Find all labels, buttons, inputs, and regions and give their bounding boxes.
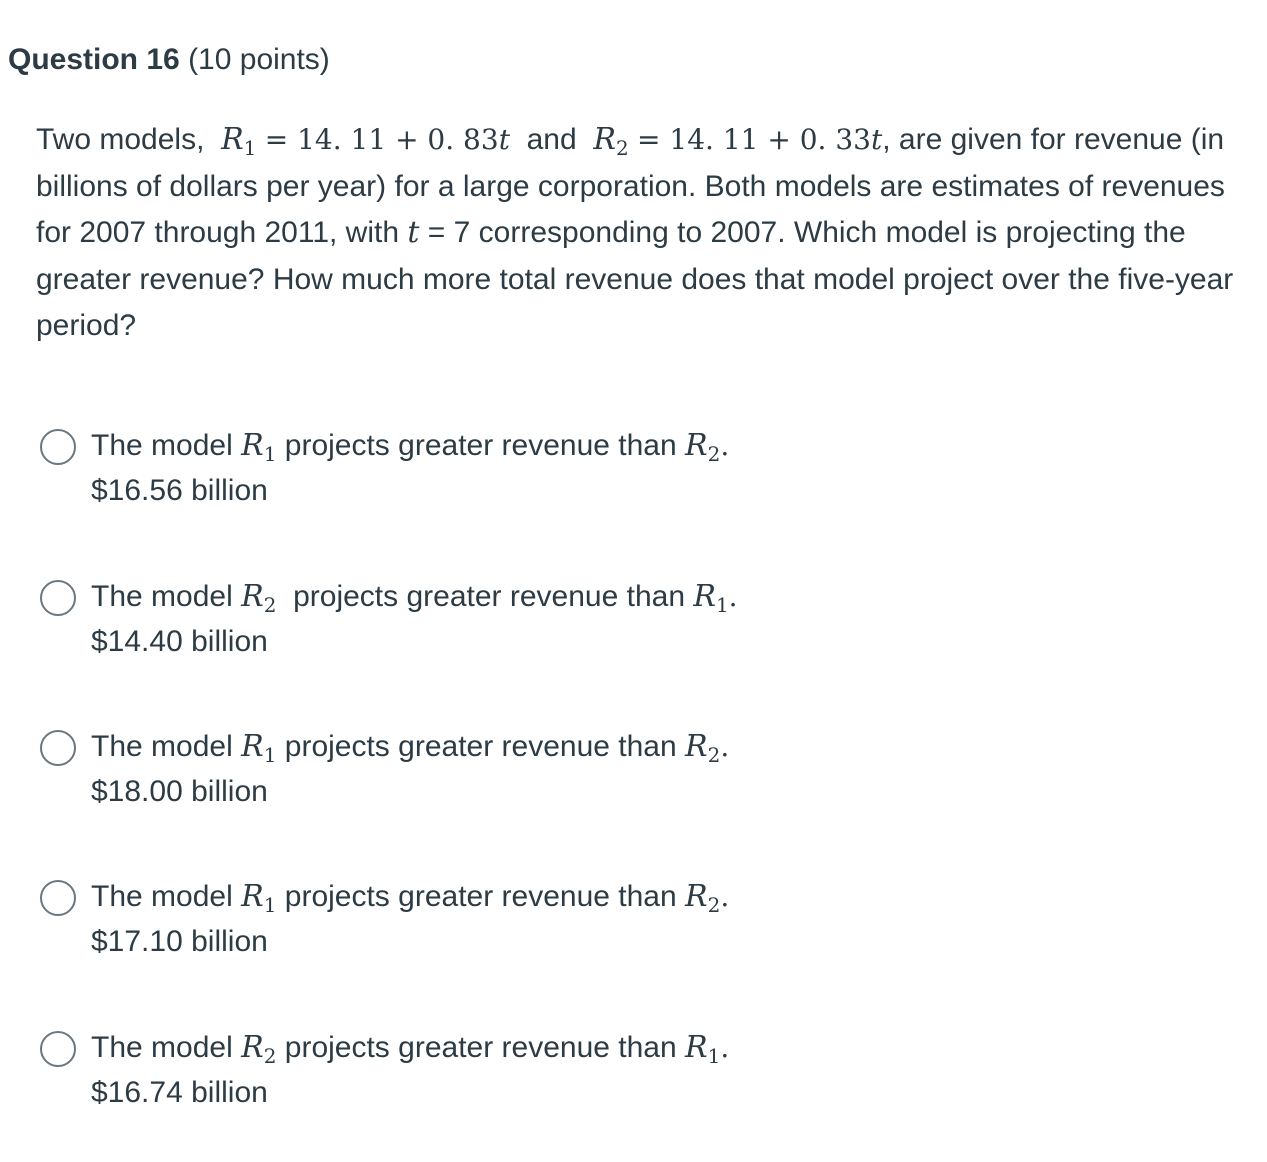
answer-option-4[interactable] [40, 880, 1040, 976]
model-r2-equation: = 14. 11 + 0. 33t [637, 123, 883, 156]
question-ending: = 7 corresponding to 2007. Which model is projecting the greater revenue? How much more total revenue does that model project over the five-year period? [36, 216, 1234, 342]
answer-option-2[interactable] [40, 580, 1040, 676]
answer-option-3[interactable] [40, 730, 1040, 826]
question-title: Question 16 [8, 43, 180, 76]
option-amount: $18.00 billion [91, 775, 268, 808]
question-header [8, 40, 330, 80]
radio-unselected-icon[interactable] [40, 1031, 76, 1067]
answer-option-1[interactable] [40, 429, 1040, 525]
t-variable: t [407, 215, 420, 250]
option-statement: The model $R_2$ projects greater revenue than $R_1$. [91, 579, 738, 617]
model-r1-equation: = 14. 11 + 0. 83t [264, 123, 510, 156]
and-word: and [526, 123, 577, 156]
option-amount: $17.10 billion [91, 925, 268, 958]
model-r2-symbol: $R_2$ [593, 122, 629, 160]
option-statement: The model $R_1$ projects greater revenue than $R_2$. [91, 879, 730, 917]
option-statement: The model $R_2$ projects greater revenue than $R_1$. [91, 1030, 730, 1068]
question-body: , are given for revenue (in billions of dollars per year) for a large corporation. Both models are estimates of revenues for 2007 through 2011, with [36, 123, 1225, 249]
radio-unselected-icon[interactable] [40, 730, 76, 766]
question-intro: Two models, [36, 123, 205, 156]
option-statement: The model $R_1$ projects greater revenue than $R_2$. [91, 729, 730, 767]
question-text [36, 117, 1246, 350]
option-amount: $14.40 billion [91, 625, 268, 658]
model-r1-symbol: $R_1$ [221, 122, 257, 160]
question-points: (10 points) [188, 43, 330, 76]
radio-unselected-icon[interactable] [40, 580, 76, 616]
radio-unselected-icon[interactable] [40, 429, 76, 465]
radio-unselected-icon[interactable] [40, 880, 76, 916]
option-statement: The model $R_1$ projects greater revenue than $R_2$. [91, 428, 730, 466]
answer-option-5[interactable] [40, 1031, 1040, 1127]
option-amount: $16.56 billion [91, 474, 268, 507]
option-amount: $16.74 billion [91, 1076, 268, 1109]
